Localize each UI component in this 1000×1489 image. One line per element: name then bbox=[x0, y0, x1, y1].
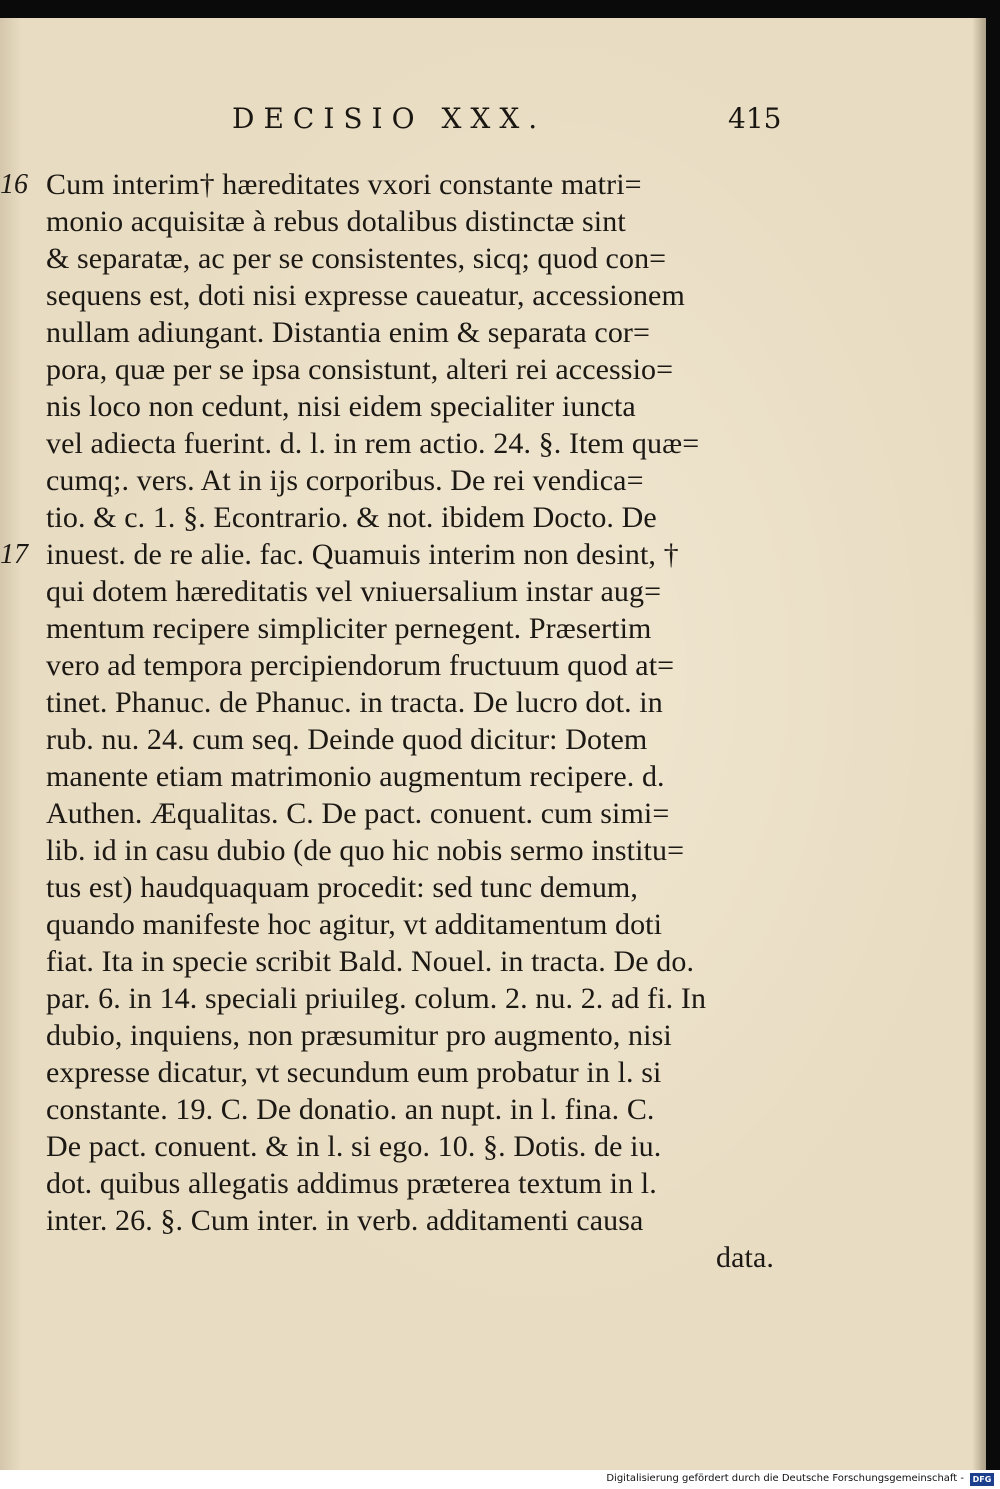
line-text: mentum recipere simpliciter pernegent. Præsertim bbox=[46, 612, 652, 645]
text-line bbox=[0, 721, 986, 758]
page-header bbox=[0, 102, 986, 142]
text-line bbox=[0, 610, 986, 647]
text-line bbox=[0, 869, 986, 906]
line-text: nis loco non cedunt, nisi eidem specialiter iuncta bbox=[46, 390, 636, 423]
line-text: constante. 19. C. De donatio. an nupt. in l. fina. C. bbox=[46, 1093, 655, 1126]
text-line bbox=[0, 684, 986, 721]
line-text: pora, quæ per se ipsa consistunt, alteri rei accessio= bbox=[46, 353, 674, 386]
text-line bbox=[0, 425, 986, 462]
line-text: cumq;. vers. At in ijs corporibus. De rei vendica= bbox=[46, 464, 644, 497]
line-text: Authen. Æqualitas. C. De pact. conuent. cum simi= bbox=[46, 797, 670, 830]
text-block bbox=[0, 166, 986, 1276]
line-text: qui dotem hæreditatis vel vniuersalium instar aug= bbox=[46, 575, 662, 608]
text-line bbox=[0, 832, 986, 869]
line-text: tio. & c. 1. §. Econtrario. & not. ibidem Docto. De bbox=[46, 501, 657, 534]
line-text: dubio, inquiens, non præsumitur pro augmento, nisi bbox=[46, 1019, 672, 1052]
text-line bbox=[0, 1054, 986, 1091]
text-line bbox=[0, 1202, 986, 1239]
line-text: De pact. conuent. & in l. si ego. 10. §. Dotis. de iu. bbox=[46, 1130, 662, 1163]
running-title: DECISIO XXX. bbox=[232, 102, 547, 135]
dfg-logo: DFG bbox=[970, 1473, 994, 1486]
line-text: lib. id in casu dubio (de quo hic nobis sermo institu= bbox=[46, 834, 685, 867]
line-text: inter. 26. §. Cum inter. in verb. additamenti causa bbox=[46, 1204, 644, 1237]
text-line bbox=[0, 758, 986, 795]
catchword: data. bbox=[716, 1241, 774, 1274]
text-line bbox=[0, 573, 986, 610]
line-text: monio acquisitæ à rebus dotalibus distinctæ sint bbox=[46, 205, 626, 238]
text-line bbox=[0, 943, 986, 980]
text-line bbox=[0, 499, 986, 536]
text-line bbox=[0, 277, 986, 314]
text-line bbox=[0, 1017, 986, 1054]
text-line bbox=[0, 203, 986, 240]
text-line bbox=[0, 536, 986, 573]
text-line bbox=[0, 980, 986, 1017]
line-text: rub. nu. 24. cum seq. Deinde quod dicitur: Dotem bbox=[46, 723, 648, 756]
marginal-number-17: 17 bbox=[0, 539, 28, 570]
line-text: par. 6. in 14. speciali priuileg. colum. 2. nu. 2. ad fi. In bbox=[46, 982, 707, 1015]
line-text: expresse dicatur, vt secundum eum probatur in l. si bbox=[46, 1056, 662, 1089]
text-line bbox=[0, 166, 986, 203]
text-line bbox=[0, 906, 986, 943]
page-number: 415 bbox=[728, 102, 782, 135]
text-line bbox=[0, 1128, 986, 1165]
line-text: tinet. Phanuc. de Phanuc. in tracta. De lucro dot. in bbox=[46, 686, 663, 719]
text-line bbox=[0, 388, 986, 425]
book-page bbox=[0, 18, 986, 1470]
text-line bbox=[0, 462, 986, 499]
text-line bbox=[0, 647, 986, 684]
text-line bbox=[0, 1091, 986, 1128]
line-text: vel adiecta fuerint. d. l. in rem actio. 24. §. Item quæ= bbox=[46, 427, 700, 460]
text-line bbox=[0, 1165, 986, 1202]
line-text: fiat. Ita in specie scribit Bald. Nouel. in tracta. De do. bbox=[46, 945, 695, 978]
line-text: sequens est, doti nisi expresse caueatur, accessionem bbox=[46, 279, 685, 312]
line-text: dot. quibus allegatis addimus præterea textum in l. bbox=[46, 1167, 657, 1200]
line-text: manente etiam matrimonio augmentum recipere. d. bbox=[46, 760, 665, 793]
marginal-number-16: 16 bbox=[0, 169, 28, 200]
text-line bbox=[0, 240, 986, 277]
text-line bbox=[0, 314, 986, 351]
funding-credit: Digitalisierung gefördert durch die Deutsche Forschungsgemeinschaft - bbox=[606, 1473, 964, 1484]
text-line bbox=[0, 351, 986, 388]
line-text: tus est) haudquaquam procedit: sed tunc demum, bbox=[46, 871, 638, 904]
line-text: inuest. de re alie. fac. Quamuis interim non desint, † bbox=[46, 538, 679, 571]
text-line-catchword bbox=[0, 1239, 986, 1276]
line-text: Cum interim† hæreditates vxori constante matri= bbox=[46, 168, 642, 201]
line-text: vero ad tempora percipiendorum fructuum quod at= bbox=[46, 649, 675, 682]
text-line bbox=[0, 795, 986, 832]
digitization-footer bbox=[0, 1470, 1000, 1489]
line-text: & separatæ, ac per se consistentes, sicq; quod con= bbox=[46, 242, 667, 275]
line-text: quando manifeste hoc agitur, vt additamentum doti bbox=[46, 908, 663, 941]
line-text: nullam adiungant. Distantia enim & separata cor= bbox=[46, 316, 651, 349]
